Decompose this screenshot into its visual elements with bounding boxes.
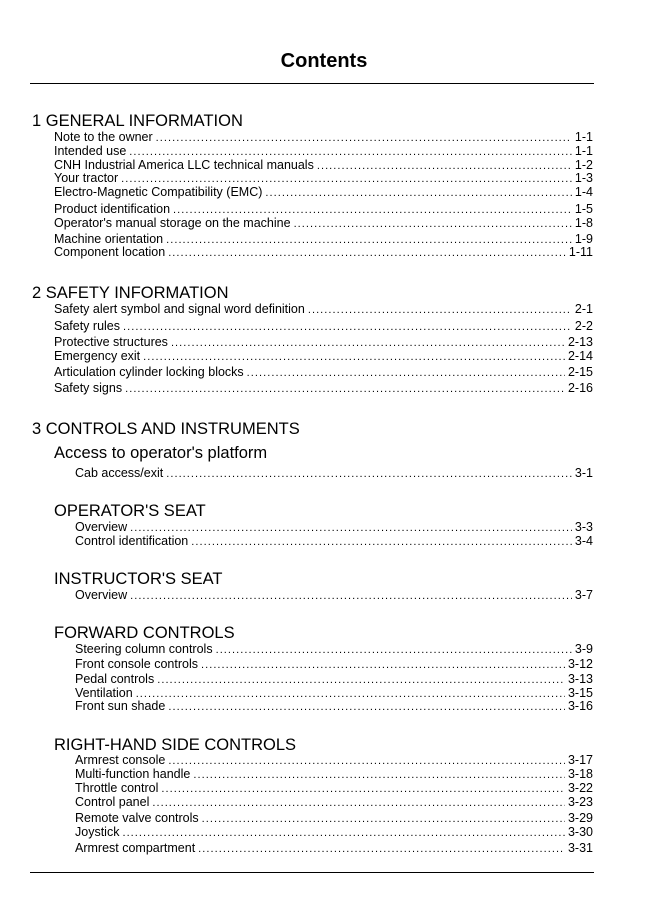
toc-entry[interactable]: Ventilation . . . 3-15 [75, 686, 593, 701]
subsection-heading-access: Access to operator's platform [54, 444, 268, 462]
page-title: Contents [280, 50, 368, 72]
toc-entry[interactable]: Operator's manual storage on the machine . . . 1-8 [54, 216, 593, 231]
toc-entry[interactable]: Cab access/exit . . . 3-1 [75, 466, 593, 481]
toc-entry[interactable]: Remote valve controls . . . 3-29 [75, 811, 593, 826]
toc-entry[interactable]: Joystick . . . 3-30 [75, 825, 593, 840]
toc-entry[interactable]: Note to the owner . . . 1-1 [54, 130, 593, 145]
toc-entry[interactable]: Front console controls . . . 3-12 [75, 657, 593, 672]
subsection-heading-forward-controls: FORWARD CONTROLS [54, 624, 235, 642]
toc-entry[interactable]: Overview . . . 3-3 [75, 520, 593, 535]
footer-rule [30, 872, 594, 873]
section-heading-general-information: 1 GENERAL INFORMATION [32, 112, 243, 130]
toc-entry[interactable]: Control identification . . . 3-4 [75, 534, 593, 549]
toc-entry[interactable]: Product identification . . . 1-5 [54, 202, 593, 217]
toc-entry[interactable]: Armrest console . . . 3-17 [75, 753, 593, 768]
toc-entry[interactable]: Component location . . . 1-11 [54, 245, 593, 260]
subsection-heading-instructors-seat: INSTRUCTOR'S SEAT [54, 570, 223, 588]
toc-entry[interactable]: Your tractor . . . 1-3 [54, 171, 593, 186]
toc-entry[interactable]: Articulation cylinder locking blocks . . . 2-15 [54, 365, 593, 380]
toc-entry[interactable]: Steering column controls . . . 3-9 [75, 642, 593, 657]
toc-entry[interactable]: Control panel . . . 3-23 [75, 795, 593, 810]
subsection-heading-right-hand-side-controls: RIGHT-HAND SIDE CONTROLS [54, 736, 297, 754]
toc-entry[interactable]: Safety signs . . . 2-16 [54, 381, 593, 396]
toc-entry[interactable]: Throttle control . . . 3-22 [75, 781, 593, 796]
section-heading-controls-and-instruments: 3 CONTROLS AND INSTRUMENTS [32, 420, 300, 438]
toc-entry[interactable]: Multi-function handle . . . 3-18 [75, 767, 593, 782]
toc-entry[interactable]: CNH Industrial America LLC technical manuals . . . 1-2 [54, 158, 593, 173]
toc-entry[interactable]: Machine orientation . . . 1-9 [54, 232, 593, 247]
title-rule [30, 83, 594, 84]
toc-entry[interactable]: Intended use . . . 1-1 [54, 144, 593, 159]
section-heading-safety-information: 2 SAFETY INFORMATION [32, 284, 229, 302]
toc-entry[interactable]: Electro-Magnetic Compatibility (EMC) . . . 1-4 [54, 185, 593, 200]
toc-entry[interactable]: Safety rules . . . 2-2 [54, 319, 593, 334]
toc-entry[interactable]: Safety alert symbol and signal word definition . . . 2-1 [54, 302, 593, 317]
subsection-heading-operators-seat: OPERATOR'S SEAT [54, 502, 206, 520]
toc-entry[interactable]: Armrest compartment . . . 3-31 [75, 841, 593, 856]
toc-entry[interactable]: Pedal controls . . . 3-13 [75, 672, 593, 687]
toc-entry[interactable]: Overview . . . 3-7 [75, 588, 593, 603]
toc-entry[interactable]: Emergency exit . . . 2-14 [54, 349, 593, 364]
toc-entry[interactable]: Front sun shade . . . 3-16 [75, 699, 593, 714]
toc-entry[interactable]: Protective structures . . . 2-13 [54, 335, 593, 350]
